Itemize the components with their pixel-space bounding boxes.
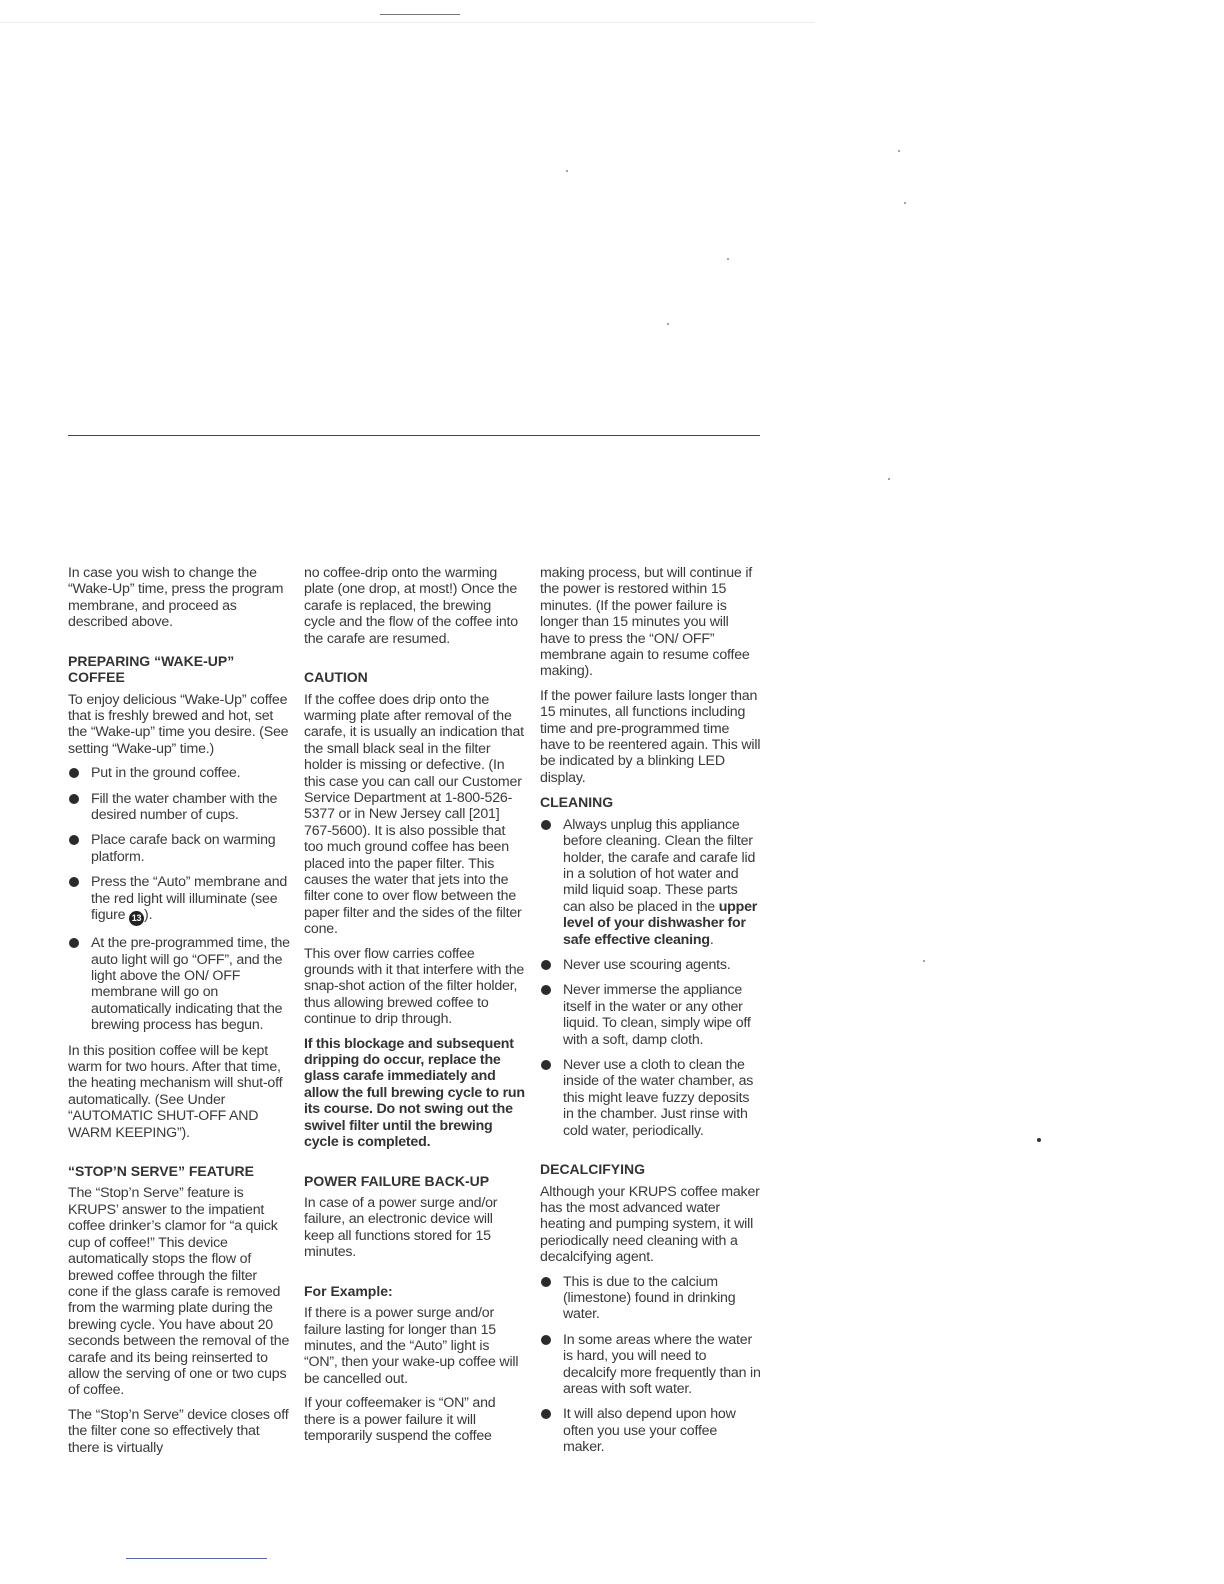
scan-speck	[888, 478, 890, 480]
list-item: It will also depend upon how often you use your coffee maker.	[540, 1406, 762, 1455]
step-text: Press the “Auto” membrane and the red light will illuminate (see figure	[91, 874, 288, 924]
cleaning-text-end: .	[709, 931, 714, 948]
list-item: Fill the water chamber with the desired number of cups.	[68, 791, 290, 824]
caution-paragraph-1: If the coffee does drip onto the warming plate after removal of the carafe, it is usually an indication that the small black seal in the filter holder is missing or defective. (In this case you can call our Customer Service Department at 1-800-526-5377 or in New Jersey call [201] 767-5600). It is also possible that too much ground coffee has been placed into the paper filter. This causes the water that jets into the filter cone to over flow between the paper filter and the sides of the filter cone.	[304, 691, 524, 938]
list-item: Never use a cloth to clean the inside of the water chamber, as this might leave fuzzy deposits in the chamber. Just rinse with cold water, periodically.	[540, 1057, 762, 1139]
wakeup-intro-paragraph: To enjoy delicious “Wake-Up” coffee that is freshly brewed and hot, set the “Wake-up” time you desire. (See setting “Wake-up” time.)	[68, 691, 289, 757]
cleaning-list	[540, 817, 762, 1139]
stopnserve-paragraph-2: The “Stop’n Serve” device closes off the filter cone so effectively that there is virtually	[68, 1406, 289, 1456]
list-item	[540, 817, 762, 948]
example-paragraph-2: If your coffeemaker is “ON” and there is a power failure it will temporarily suspend the coffee	[304, 1395, 496, 1444]
list-item: At the pre-programmed time, the auto light will go “OFF”, and the light above the ON/ OFF membrane will go on automatically indicating that the brewing process has begun.	[68, 935, 290, 1033]
list-item: Never immerse the appliance itself in the water or any other liquid. To clean, simply wipe off with a soft, damp cloth.	[540, 982, 762, 1048]
scan-speck	[923, 960, 925, 962]
keep-warm-paragraph: In this position coffee will be kept warm for two hours. After that time, the heating mechanism will shut-off automatically. (See Under “AUTOMATIC SHUT-OFF AND WARM KEEPING”).	[68, 1042, 283, 1141]
decalcifying-list	[540, 1274, 762, 1456]
caution-bold-paragraph: If this blockage and subsequent dripping do occur, replace the glass carafe immediately and allow the full brewing cycle to run its course. Do not swing out the swivel filter until the brewing cycle is completed.	[304, 1035, 525, 1151]
figure-number-badge: 13	[129, 911, 144, 926]
list-item	[68, 874, 290, 926]
example-paragraph-1: If there is a power surge and/or failure lasting for longer than 15 minutes, and the “Auto” light is “ON”, then your wake-up coffee will be cancelled out.	[304, 1305, 519, 1387]
scan-speck	[667, 323, 669, 325]
list-item: In some areas where the water is hard, you will need to decalcify more frequently than in areas with soft water.	[540, 1332, 762, 1398]
stopnserve-paragraph-1: The “Stop’n Serve” feature is KRUPS’ answer to the impatient coffee drinker’s clamor for “a quick cup of coffee!” This device automatically stops the flow of brewed coffee through the filter cone if the glass carafe is removed from the warming plate during the brewing cycle. You have about 20 seconds between the removal of the carafe and its being reinserted to allow the serving of one or two cups of coffee.	[68, 1185, 290, 1399]
column-3	[540, 565, 762, 1465]
column-1	[68, 565, 290, 1464]
heading-power-failure: POWER FAILURE BACK-UP	[304, 1172, 490, 1189]
wakeup-change-paragraph: In case you wish to change the “Wake-Up” time, press the program membrane, and proceed as described above.	[68, 565, 284, 631]
column-2	[304, 565, 526, 1452]
power-paragraph-1: In case of a power surge and/or failure, an electronic device will keep all functions stored for 15 minutes.	[304, 1195, 498, 1261]
wakeup-steps-list	[68, 765, 290, 1033]
caution-paragraph-2: This over flow carries coffee grounds with it that interfere with the snap-shot action of the filter holder, thus allowing brewed coffee to continue to drip through.	[304, 945, 525, 1028]
stopnserve-continued-paragraph: no coffee-drip onto the warming plate (one drop, at most!) Once the carafe is replaced, the brewing cycle and the flow of the coffee into the carafe are resumed.	[304, 565, 518, 647]
list-item: Never use scouring agents.	[540, 957, 762, 973]
heading-decalcifying: DECALCIFYING	[540, 1161, 645, 1178]
cleaning-bold-text: upper level of your dishwasher for safe effective cleaning	[563, 898, 758, 948]
list-item: Place carafe back on warming platform.	[68, 832, 290, 865]
scan-speck	[904, 202, 906, 204]
scan-speck	[566, 170, 568, 172]
scan-speck	[1037, 1138, 1041, 1142]
decalcifying-paragraph: Although your KRUPS coffee maker has the most advanced water heating and pumping system, it will periodically need cleaning with a decalcifying agent.	[540, 1183, 760, 1266]
power-paragraph-2: If the power failure lasts longer than 15 minutes, all functions including time and pre-programmed time have to be reentered again. This will be indicated by a blinking LED display.	[540, 687, 761, 786]
power-continued-paragraph: making process, but will continue if the power is restored within 15 minutes. (If the power failure is longer than 15 minutes you will have to press the “ON/ OFF” membrane again to resume coffee making).	[540, 565, 753, 680]
heading-stopnserve: “STOP’N SERVE” FEATURE	[68, 1162, 254, 1179]
cleaning-text: Always unplug this appliance before cleaning. Clean the filter holder, the carafe and carafe lid in a solution of hot water and mild liquid soap. These parts can also be placed in the	[563, 816, 756, 915]
bottom-rule	[126, 1558, 267, 1559]
heading-cleaning: CLEANING	[540, 794, 614, 811]
heading-caution: CAUTION	[304, 669, 368, 686]
scan-speck	[898, 150, 900, 152]
top-rule	[380, 14, 460, 15]
section-divider	[68, 435, 760, 436]
heading-wakeup-coffee: PREPARING “WAKE-UP” COFFEE	[68, 652, 235, 686]
scan-speck	[727, 258, 729, 260]
step-text-close: ).	[144, 907, 153, 924]
scan-edge-line	[0, 22, 815, 23]
list-item: This is due to the calcium (limestone) found in drinking water.	[540, 1274, 762, 1323]
heading-for-example: For Example:	[304, 1282, 393, 1299]
list-item: Put in the ground coffee.	[68, 765, 290, 781]
